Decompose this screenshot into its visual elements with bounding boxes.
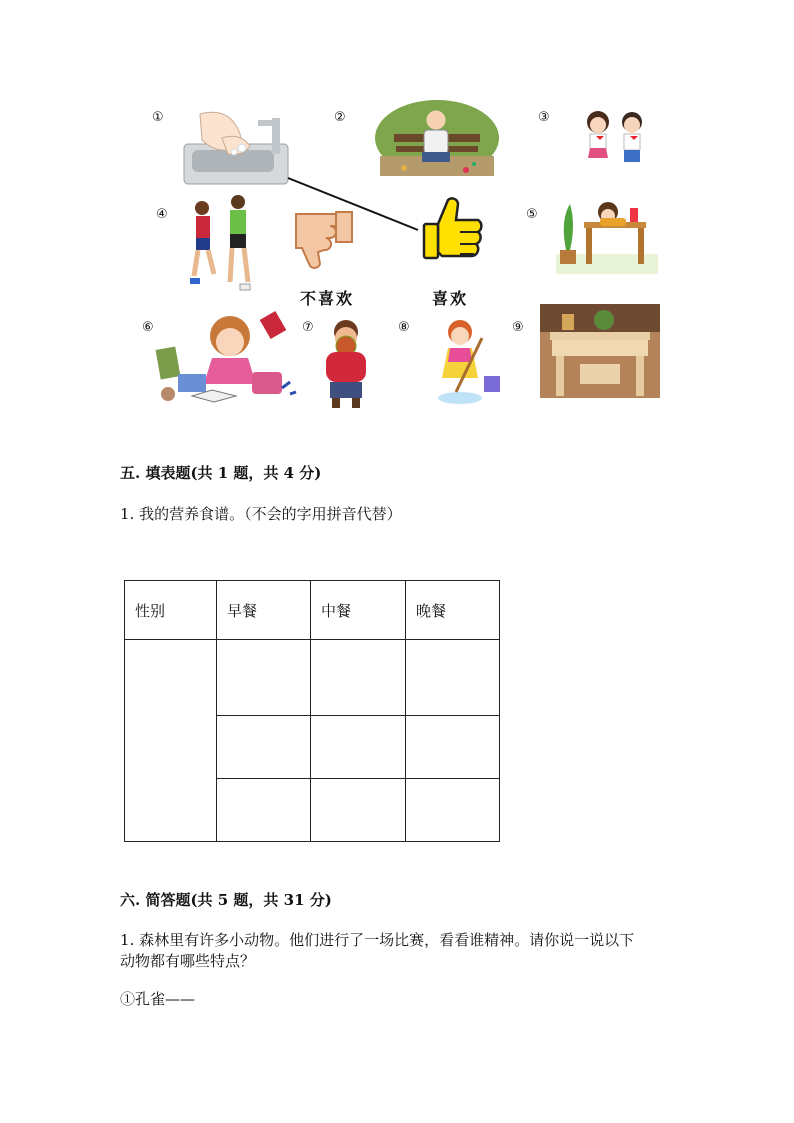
thumbs-up-icon: [420, 194, 490, 264]
picture-number-6: ⑥: [142, 320, 154, 335]
table-cell[interactable]: [406, 640, 500, 716]
littering-man-illustration: [374, 98, 500, 178]
table-header-breakfast: 早餐: [217, 581, 311, 640]
picture-number-1: ①: [152, 110, 164, 125]
picture-number-8: ⑧: [398, 320, 410, 335]
dislike-label: 不喜欢: [300, 289, 355, 308]
table-header-lunch: 中餐: [311, 581, 406, 640]
section-5-heading: 五. 填表题(共 1 题，共 4 分): [120, 464, 322, 482]
table-cell[interactable]: [311, 716, 406, 779]
like-label: 喜欢: [432, 289, 469, 308]
table-header-gender: 性别: [125, 581, 217, 640]
runners-illustration: [184, 192, 260, 296]
question-6-1-line-1: 1. 森林里有许多小动物。他们进行了一场比赛，看看谁精神。请你说一说以下: [120, 931, 635, 949]
picture-number-9: ⑨: [512, 320, 524, 335]
table-cell[interactable]: [406, 716, 500, 779]
picture-number-5: ⑤: [526, 207, 538, 222]
picture-number-7: ⑦: [302, 320, 314, 335]
picture-number-4: ④: [156, 207, 168, 222]
table-header-dinner: 晚餐: [406, 581, 500, 640]
table-cell[interactable]: [406, 779, 500, 842]
sweeping-girl-illustration: [430, 318, 504, 406]
picture-number-3: ③: [538, 110, 550, 125]
table-cell-gender[interactable]: [125, 640, 217, 842]
man-eating-illustration: [318, 318, 374, 410]
picture-number-2: ②: [334, 110, 346, 125]
question-6-1-line-2: 动物都有哪些特点？: [120, 952, 256, 970]
table-cell[interactable]: [311, 640, 406, 716]
matching-line: [280, 170, 430, 240]
answer-prompt-peacock: ①孔雀——: [120, 990, 196, 1008]
table-cell[interactable]: [311, 779, 406, 842]
messy-room-girl-illustration: [152, 308, 300, 406]
question-5-1: 1. 我的营养食谱。（不会的字用拼音代替）: [120, 505, 402, 523]
table-cell[interactable]: [217, 779, 311, 842]
nutrition-menu-table: [124, 580, 500, 842]
tidy-desk-photo: [540, 304, 660, 398]
two-children-illustration: [578, 108, 652, 170]
section-6-heading: 六. 简答题(共 5 题，共 31 分): [120, 891, 332, 909]
handwashing-illustration: [182, 104, 290, 186]
table-cell[interactable]: [217, 640, 311, 716]
table-cell[interactable]: [217, 716, 311, 779]
sleeping-at-desk-illustration: [556, 194, 658, 274]
